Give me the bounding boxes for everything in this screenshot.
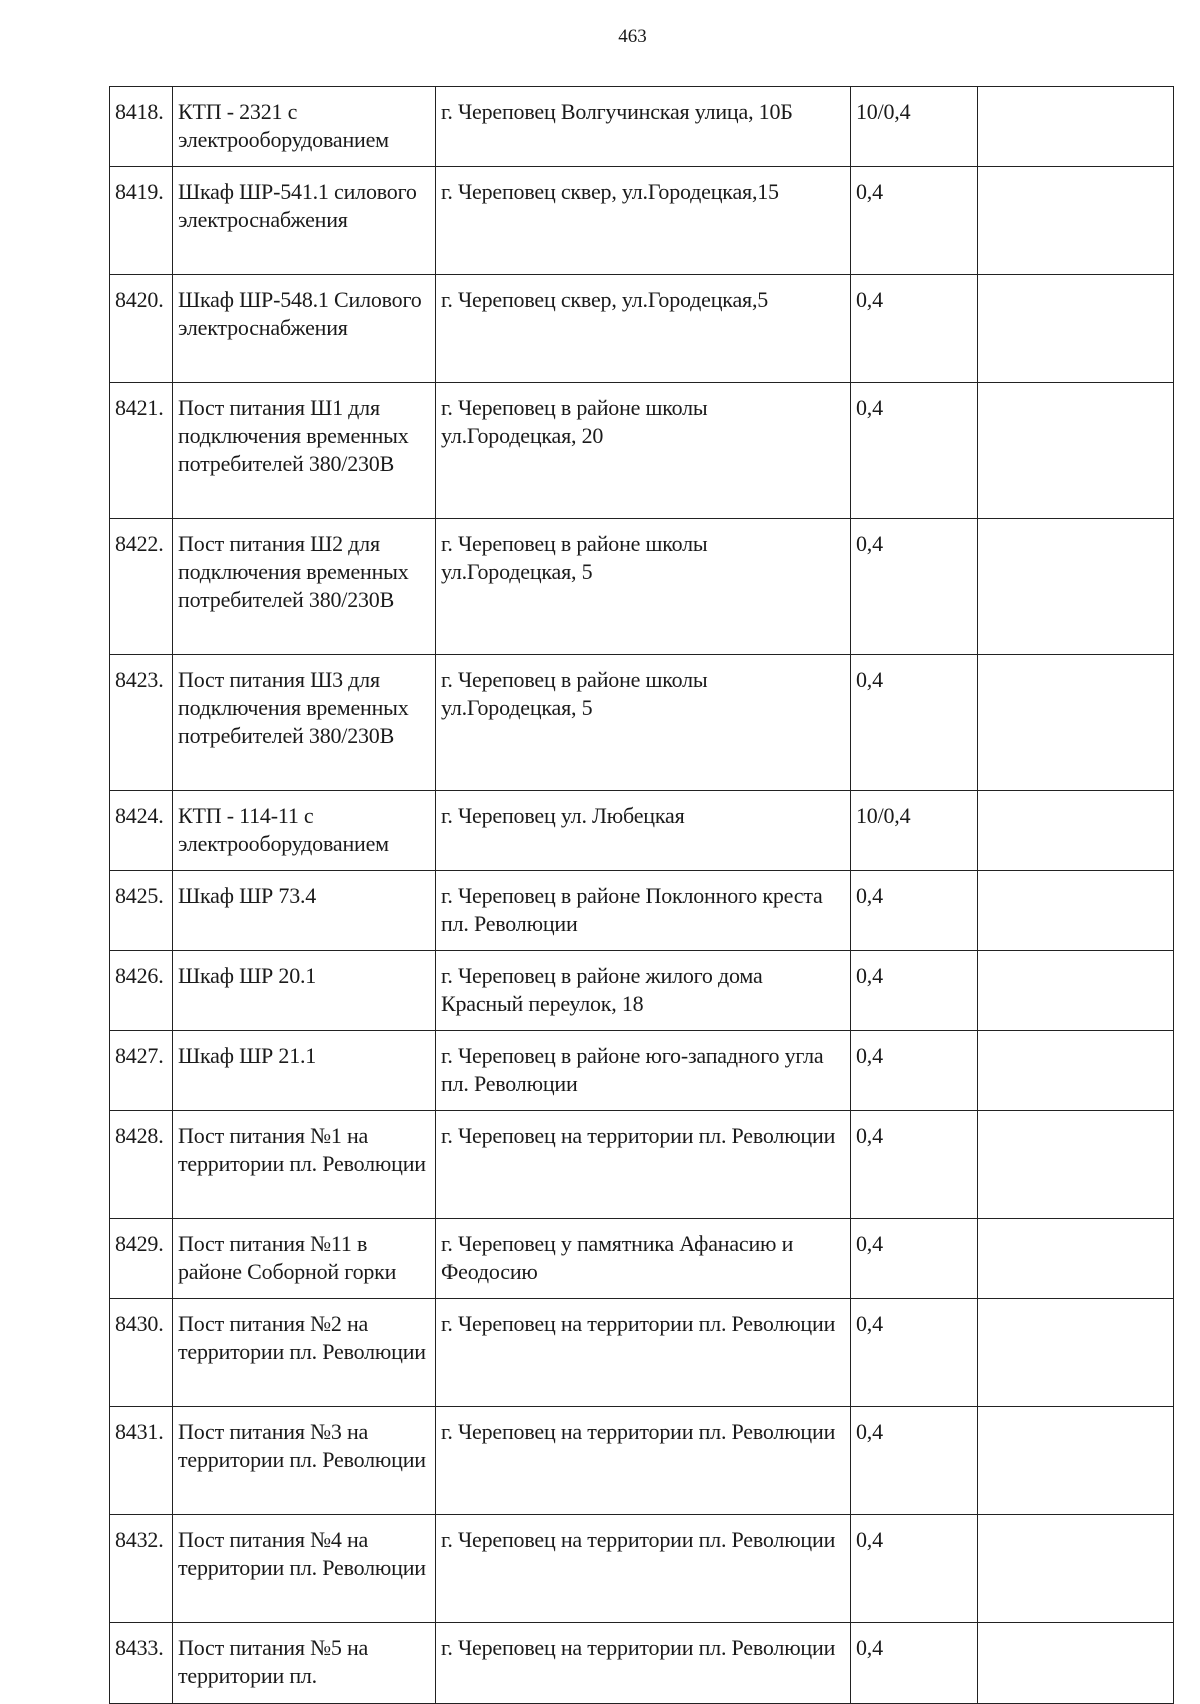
extra-cell <box>978 275 1174 383</box>
voltage-cell: 10/0,4 <box>851 87 978 167</box>
row-number-cell: 8419. <box>110 167 173 275</box>
voltage-cell: 0,4 <box>851 951 978 1031</box>
extra-cell <box>978 1299 1174 1407</box>
page-number: 463 <box>618 26 647 47</box>
address-cell: г. Череповец Волгучинская улица, 10Б <box>436 87 851 167</box>
extra-cell <box>978 1031 1174 1111</box>
voltage-cell: 10/0,4 <box>851 791 978 871</box>
table-row <box>110 1515 1174 1623</box>
voltage-cell: 0,4 <box>851 1219 978 1299</box>
table-row <box>110 1219 1174 1299</box>
object-name-cell: Пост питания №4 на территории пл. Революции <box>173 1515 436 1623</box>
object-name-cell: КТП - 114-11 с электрооборудованием <box>173 791 436 871</box>
row-number-cell: 8421. <box>110 383 173 519</box>
address-cell: г. Череповец на территории пл. Революции <box>436 1111 851 1219</box>
object-name-cell: Шкаф ШР 21.1 <box>173 1031 436 1111</box>
voltage-cell: 0,4 <box>851 655 978 791</box>
row-number-cell: 8425. <box>110 871 173 951</box>
registry-table <box>109 86 1174 1704</box>
extra-cell <box>978 951 1174 1031</box>
extra-cell <box>978 1515 1174 1623</box>
address-cell: г. Череповец у памятника Афанасию и Феодосию <box>436 1219 851 1299</box>
voltage-cell: 0,4 <box>851 871 978 951</box>
row-number-cell: 8432. <box>110 1515 173 1623</box>
extra-cell <box>978 1111 1174 1219</box>
extra-cell <box>978 1219 1174 1299</box>
object-name-cell: Шкаф ШР-541.1 силового электроснабжения <box>173 167 436 275</box>
row-number-cell: 8420. <box>110 275 173 383</box>
row-number-cell: 8428. <box>110 1111 173 1219</box>
table-row <box>110 1031 1174 1111</box>
voltage-cell: 0,4 <box>851 1031 978 1111</box>
address-cell: г. Череповец в районе юго-западного угла пл. Революции <box>436 1031 851 1111</box>
address-cell: г. Череповец в районе школы ул.Городецкая, 5 <box>436 655 851 791</box>
voltage-cell: 0,4 <box>851 1623 978 1704</box>
address-cell: г. Череповец сквер, ул.Городецкая,15 <box>436 167 851 275</box>
object-name-cell: Пост питания №2 на территории пл. Революции <box>173 1299 436 1407</box>
row-number-cell: 8424. <box>110 791 173 871</box>
voltage-cell: 0,4 <box>851 1299 978 1407</box>
object-name-cell: Шкаф ШР 20.1 <box>173 951 436 1031</box>
extra-cell <box>978 519 1174 655</box>
address-cell: г. Череповец ул. Любецкая <box>436 791 851 871</box>
voltage-cell: 0,4 <box>851 275 978 383</box>
row-number-cell: 8418. <box>110 87 173 167</box>
voltage-cell: 0,4 <box>851 519 978 655</box>
address-cell: г. Череповец на территории пл. Революции <box>436 1515 851 1623</box>
voltage-cell: 0,4 <box>851 1407 978 1515</box>
object-name-cell: Пост питания Ш3 для подключения временных потребителей 380/230В <box>173 655 436 791</box>
row-number-cell: 8423. <box>110 655 173 791</box>
table-row <box>110 1111 1174 1219</box>
extra-cell <box>978 791 1174 871</box>
extra-cell <box>978 1407 1174 1515</box>
extra-cell <box>978 167 1174 275</box>
extra-cell <box>978 871 1174 951</box>
voltage-cell: 0,4 <box>851 1111 978 1219</box>
table-row <box>110 519 1174 655</box>
table-row <box>110 791 1174 871</box>
extra-cell <box>978 655 1174 791</box>
row-number-cell: 8431. <box>110 1407 173 1515</box>
object-name-cell: Шкаф ШР-548.1 Силового электроснабжения <box>173 275 436 383</box>
table-row <box>110 1407 1174 1515</box>
table-row <box>110 1623 1174 1704</box>
row-number-cell: 8422. <box>110 519 173 655</box>
row-number-cell: 8430. <box>110 1299 173 1407</box>
address-cell: г. Череповец в районе Поклонного креста пл. Революции <box>436 871 851 951</box>
table-row <box>110 655 1174 791</box>
table-row <box>110 871 1174 951</box>
voltage-cell: 0,4 <box>851 1515 978 1623</box>
extra-cell <box>978 87 1174 167</box>
voltage-cell: 0,4 <box>851 383 978 519</box>
table-row <box>110 167 1174 275</box>
object-name-cell: Пост питания Ш1 для подключения временных потребителей 380/230В <box>173 383 436 519</box>
address-cell: г. Череповец в районе школы ул.Городецкая, 20 <box>436 383 851 519</box>
object-name-cell: Пост питания №1 на территории пл. Революции <box>173 1111 436 1219</box>
extra-cell <box>978 383 1174 519</box>
object-name-cell: Шкаф ШР 73.4 <box>173 871 436 951</box>
row-number-cell: 8429. <box>110 1219 173 1299</box>
object-name-cell: Пост питания Ш2 для подключения временных потребителей 380/230В <box>173 519 436 655</box>
table-row <box>110 383 1174 519</box>
object-name-cell: КТП - 2321 с электрооборудованием <box>173 87 436 167</box>
address-cell: г. Череповец сквер, ул.Городецкая,5 <box>436 275 851 383</box>
object-name-cell: Пост питания №3 на территории пл. Революции <box>173 1407 436 1515</box>
row-number-cell: 8433. <box>110 1623 173 1704</box>
address-cell: г. Череповец на территории пл. Революции <box>436 1299 851 1407</box>
row-number-cell: 8426. <box>110 951 173 1031</box>
table-row <box>110 87 1174 167</box>
address-cell: г. Череповец в районе жилого дома Красный переулок, 18 <box>436 951 851 1031</box>
voltage-cell: 0,4 <box>851 167 978 275</box>
address-cell: г. Череповец в районе школы ул.Городецкая, 5 <box>436 519 851 655</box>
object-name-cell: Пост питания №11 в районе Соборной горки <box>173 1219 436 1299</box>
address-cell: г. Череповец на территории пл. Революции <box>436 1623 851 1704</box>
address-cell: г. Череповец на территории пл. Революции <box>436 1407 851 1515</box>
registry-table-wrapper <box>109 86 1174 1704</box>
extra-cell <box>978 1623 1174 1704</box>
table-row <box>110 275 1174 383</box>
table-row <box>110 951 1174 1031</box>
object-name-cell: Пост питания №5 на территории пл. <box>173 1623 436 1704</box>
table-row <box>110 1299 1174 1407</box>
row-number-cell: 8427. <box>110 1031 173 1111</box>
